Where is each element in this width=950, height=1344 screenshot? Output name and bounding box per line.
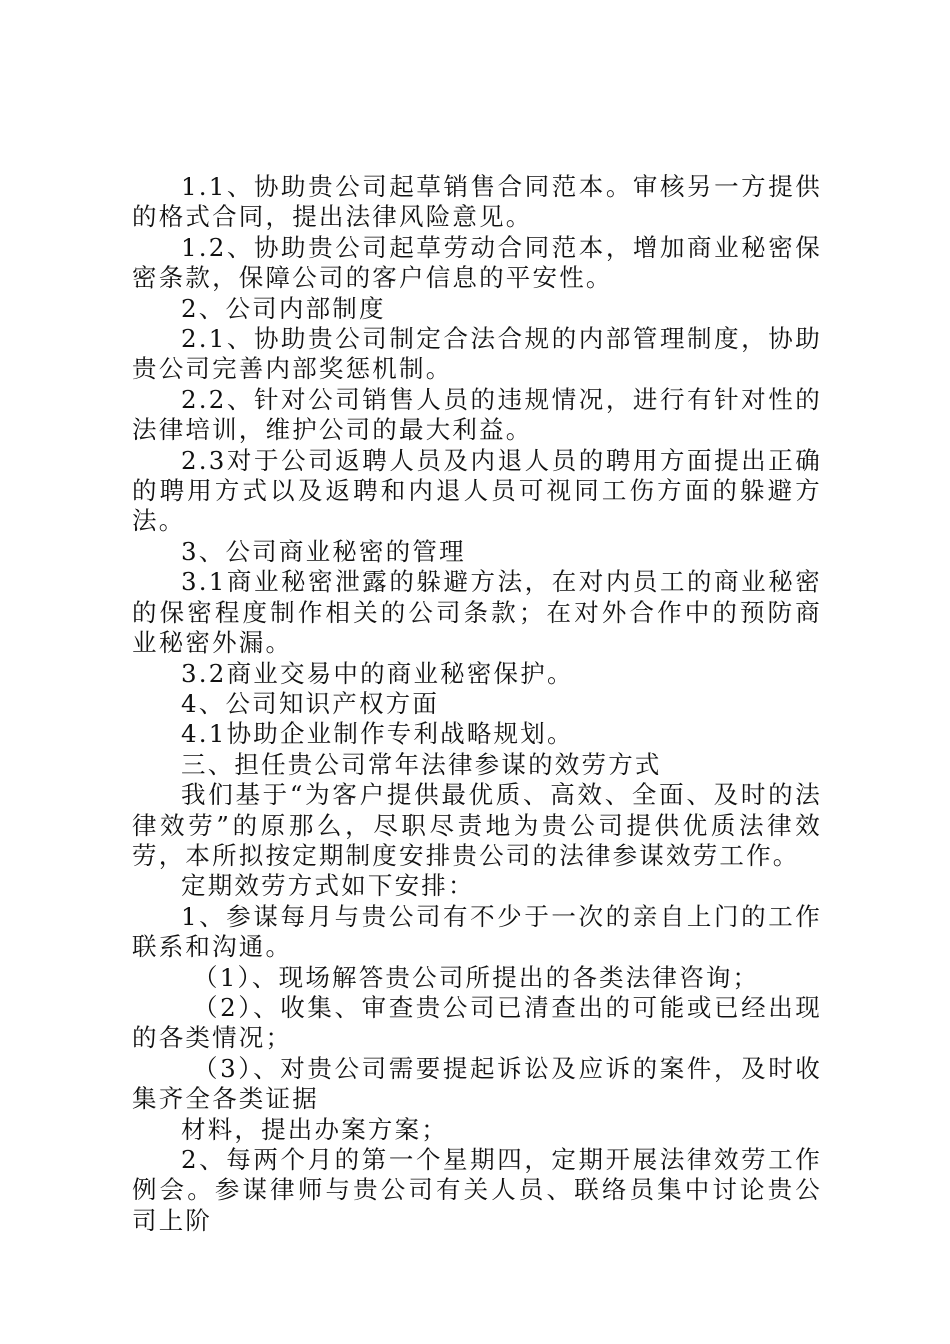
paragraph-principle: 我们基于“为客户提供最优质、高效、全面、及时的法律效劳”的原那么，尽职尽责地为贵公司提供优质法律效劳，本所拟按定期制度安排贵公司的法律参谋效劳工作。 (132, 780, 822, 870)
paragraph-monthly-visit: 1、参谋每月与贵公司有不少于一次的亲自上门的工作联系和沟通。 (132, 901, 822, 962)
heading-service-method: 三、担任贵公司常年法律参谋的效劳方式 (181, 749, 662, 779)
paragraph-3-2: 3.2商业交易中的商业秘密保护。 (181, 658, 574, 688)
paragraph-2-1: 2.1、协助贵公司制定合法合规的内部管理制度，协助贵公司完善内部奖惩机制。 (132, 324, 822, 384)
paragraph-2-3: 2.3对于公司返聘人员及内退人员的聘用方面提出正确的聘用方式以及返聘和内退人员可视同工伤方面的躲避方法。 (132, 445, 822, 536)
list-item-1: （1）、现场解答贵公司所提出的各类法律咨询； (193, 962, 760, 992)
heading-internal-rules: 2、公司内部制度 (181, 293, 386, 323)
paragraph-schedule-intro: 定期效劳方式如下安排： (181, 871, 475, 901)
paragraph-materials: 材料，提出办案方案； (181, 1114, 448, 1144)
document-body (132, 172, 822, 1236)
list-item-3: （3）、对贵公司需要提起诉讼及应诉的案件，及时收集齐全各类证据 (132, 1053, 822, 1114)
paragraph-2-2: 2.2、针对公司销售人员的违规情况，进行有针对性的法律培训，维护公司的最大利益。 (132, 384, 822, 445)
heading-trade-secrets: 3、公司商业秘密的管理 (181, 536, 466, 566)
heading-intellectual-property: 4、公司知识产权方面 (181, 688, 440, 718)
paragraph-4-1: 4.1协助企业制作专利战略规划。 (181, 719, 574, 749)
paragraph-1-1: 1.1、协助贵公司起草销售合同范本。审核另一方提供的格式合同，提出法律风险意见。 (132, 172, 822, 232)
paragraph-bimonthly-meeting: 2、每两个月的第一个星期四，定期开展法律效劳工作例会。参谋律师与贵公司有关人员、联络员集中讨论贵公司上阶 (132, 1145, 822, 1235)
paragraph-1-2: 1.2、协助贵公司起草劳动合同范本，增加商业秘密保密条款，保障公司的客户信息的平安性。 (132, 232, 822, 293)
list-item-2: （2）、收集、审查贵公司已清查出的可能或已经出现的各类情况； (132, 992, 822, 1053)
paragraph-3-1: 3.1商业秘密泄露的躲避方法，在对内员工的商业秘密的保密程度制作相关的公司条款；在对外合作中的预防商业秘密外漏。 (132, 567, 822, 658)
